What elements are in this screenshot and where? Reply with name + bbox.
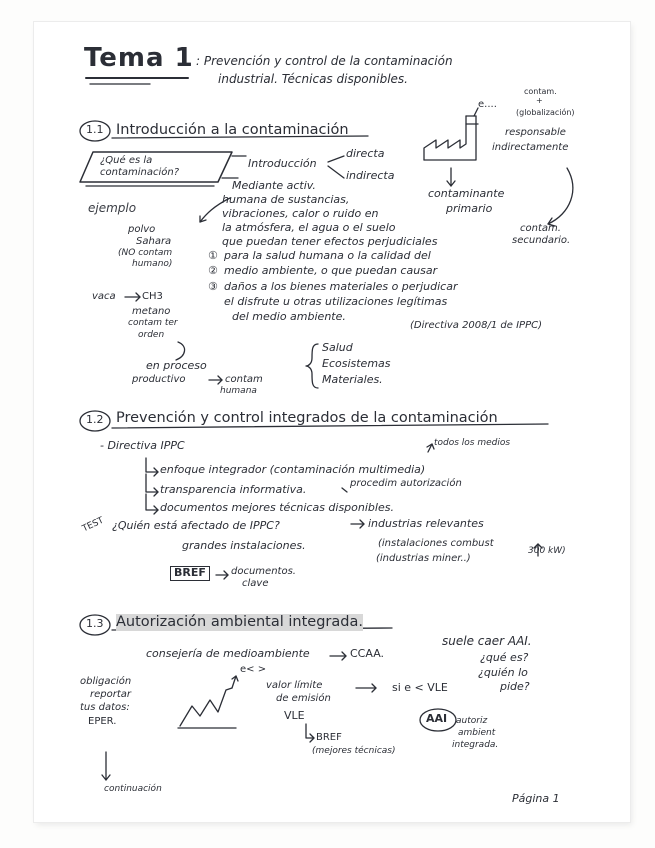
- directiva-ippc: - Directiva IPPC: [100, 439, 185, 452]
- quien-pide-2: pide?: [500, 680, 530, 693]
- num-3: ③: [208, 280, 218, 293]
- page-number: Página 1: [512, 792, 560, 805]
- quien-pide-1: ¿quién lo: [478, 666, 528, 679]
- si-e-lt-vle: si e < VLE: [392, 681, 448, 694]
- obligacion-2: reportar: [90, 689, 132, 700]
- section-title-1-1: Introducción a la contaminación: [116, 122, 349, 138]
- bref-box: BREF: [170, 566, 210, 581]
- metano: metano: [132, 306, 171, 317]
- quien-afectado: ¿Quién está afectado de IPPC?: [112, 519, 280, 532]
- vaca: vaca: [92, 291, 116, 302]
- def-line-7: medio ambiente, o que puedan causar: [224, 264, 438, 277]
- de-emision: de emisión: [276, 693, 331, 704]
- globalizacion: (globalización): [516, 108, 575, 117]
- num-1: ①: [208, 249, 218, 262]
- def-line-4: la atmósfera, el agua o el suelo: [222, 221, 396, 234]
- contam-2: contam.: [520, 223, 561, 234]
- sahara: Sahara: [136, 236, 172, 247]
- instalaciones-combust: (instalaciones combust: [378, 538, 494, 549]
- ambient: ambient: [458, 728, 496, 738]
- consejeria: consejería de medioambiente: [146, 647, 310, 660]
- orden: orden: [138, 330, 165, 340]
- introduccion: Introducción: [248, 157, 317, 170]
- ecosistemas: Ecosistemas: [322, 357, 391, 370]
- plus: +: [536, 96, 543, 105]
- secundario: secundario.: [512, 235, 571, 246]
- docs-clave-1: documentos.: [231, 566, 296, 577]
- contam: contam: [225, 374, 263, 385]
- def-line-1: Mediante activ.: [232, 179, 316, 192]
- bref: BREF: [316, 732, 342, 743]
- responsable: responsable: [505, 127, 566, 138]
- polvo: polvo: [128, 224, 156, 235]
- que-es: ¿qué es?: [480, 651, 529, 664]
- primario: primario: [446, 202, 493, 215]
- industrias-relevantes: industrias relevantes: [368, 517, 484, 530]
- ch3: CH3: [142, 291, 163, 302]
- humano: humano): [132, 259, 173, 269]
- materiales: Materiales.: [322, 373, 383, 386]
- ejemplo: ejemplo: [88, 201, 137, 215]
- productivo: productivo: [132, 374, 186, 385]
- num-2: ②: [208, 264, 218, 277]
- suele-caer: suele caer AAI.: [442, 634, 532, 648]
- documentos: documentos mejores técnicas disponibles.: [160, 501, 394, 514]
- section-number-1-1: 1.1: [86, 123, 104, 136]
- continuacion: continuación: [104, 784, 162, 794]
- enfoque: enfoque integrador (contaminación multimedia): [160, 463, 426, 476]
- vle: VLE: [284, 709, 305, 722]
- en-proceso: en proceso: [146, 359, 207, 372]
- e-lt: e< >: [240, 664, 267, 675]
- def-line-3: vibraciones, calor o ruido en: [222, 207, 379, 220]
- valor-limite: valor límite: [266, 680, 323, 691]
- todos-medios: todos los medios: [434, 438, 511, 448]
- contam-ter: contam ter: [128, 318, 178, 328]
- def-line-6: para la salud humana o la calidad del: [224, 249, 431, 262]
- obligacion-3: tus datos:: [80, 702, 130, 713]
- industrias-miner: (industrias miner..): [376, 553, 471, 564]
- obligacion-1: obligación: [80, 676, 132, 687]
- contaminante: contaminante: [428, 187, 505, 200]
- section-number-1-2: 1.2: [86, 413, 104, 426]
- question-line-1: ¿Qué es la: [100, 155, 153, 166]
- tema-subtitle-1: : Prevención y control de la contaminación: [196, 54, 453, 68]
- ccaa: CCAA.: [350, 647, 385, 660]
- transparencia: transparencia informativa.: [160, 483, 307, 496]
- obligacion-4: EPER.: [88, 716, 117, 727]
- def-line-2: humana de sustancias,: [222, 193, 350, 206]
- e-arrow: e....: [478, 99, 497, 110]
- directa: directa: [346, 147, 385, 160]
- directiva-ref: (Directiva 2008/1 de IPPC): [410, 320, 542, 331]
- autoriz: autoriz: [456, 716, 488, 726]
- procedim: procedim autorización: [350, 478, 462, 489]
- contam-top: contam.: [524, 87, 557, 96]
- def-line-5: que puedan tener efectos perjudiciales: [222, 235, 438, 248]
- indirecta: indirecta: [346, 169, 395, 182]
- no-contam: (NO contam: [118, 248, 173, 258]
- tema-subtitle-2: industrial. Técnicas disponibles.: [218, 72, 408, 86]
- humana: humana: [220, 386, 257, 396]
- docs-clave-2: clave: [242, 578, 269, 589]
- tema-title: Tema 1: [84, 43, 194, 73]
- section-title-1-3: Autorización ambiental integrada.: [116, 614, 363, 630]
- def-line-8: daños a los bienes materiales o perjudicar: [224, 280, 458, 293]
- salud: Salud: [322, 341, 353, 354]
- mejores-tecnicas: (mejores técnicas): [312, 746, 396, 756]
- section-title-1-2: Prevención y control integrados de la contaminación: [116, 410, 498, 426]
- def-line-10: del medio ambiente.: [232, 310, 346, 323]
- grandes-instalaciones: grandes instalaciones.: [182, 539, 306, 552]
- indirectamente: indirectamente: [492, 142, 569, 153]
- aai-circle-label: AAI: [426, 712, 448, 725]
- section-number-1-3: 1.3: [86, 617, 104, 630]
- kw: 300 kW): [528, 546, 566, 556]
- test-mark: TEST: [80, 515, 106, 535]
- def-line-9: el disfrute u otras utilizaciones legítimas: [224, 295, 448, 308]
- question-line-2: contaminación?: [100, 167, 180, 178]
- integrada: integrada.: [452, 740, 499, 750]
